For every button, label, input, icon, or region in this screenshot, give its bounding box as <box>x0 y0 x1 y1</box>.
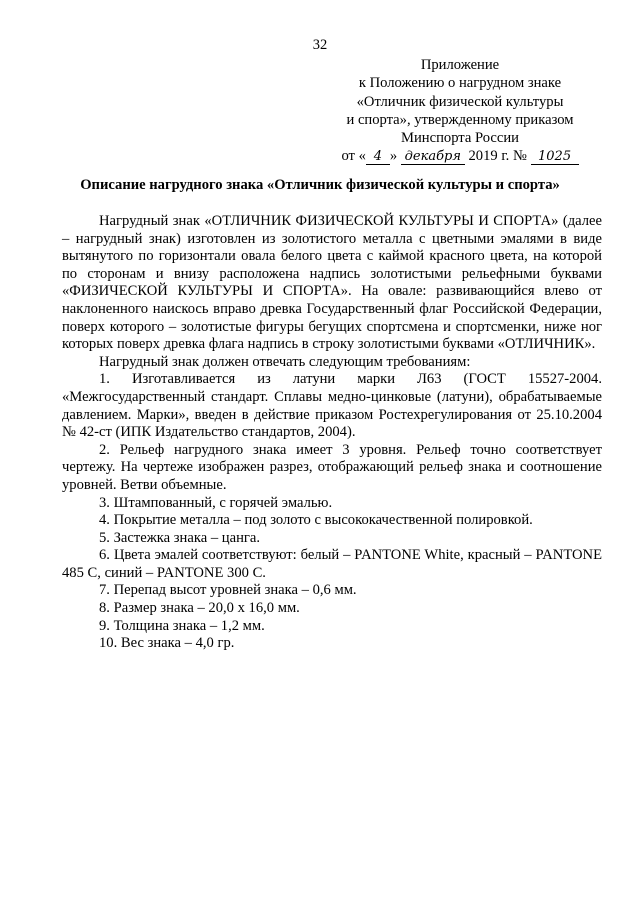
paragraph: 3. Штампованный, с горячей эмалью. <box>99 494 333 511</box>
handwritten-day: 4 <box>366 150 390 165</box>
year-label: 2019 г. № <box>468 148 527 165</box>
paragraph: Нагрудный знак «ОТЛИЧНИК ФИЗИЧЕСКОЙ КУЛЬТУРЫ И СПОРТА» (далее – нагрудный знак) изготовлен из золотистого металла с цветными эмалями в виде вытянутого по горизонтали овала белого цвета с каймой красного цвета, на которой по сторонам и внизу расположена надпись золотистыми рельефными буквами «ФИЗИЧЕСКОЙ КУЛЬТУРЫ И СПОРТА». На овале: развивающийся влево от наклоненного наискось вправо древка Государственный флаг Российской Федерации, поверх которого – золотистые фигуры бегущих спортсмена и спортсменки, ниже ног которых поверх древка флага надпись в строку золотистыми буквами «ОТЛИЧНИК». <box>62 213 602 353</box>
handwritten-month: декабря <box>401 150 465 165</box>
appendix-line-3: «Отличник физической культуры <box>356 93 564 110</box>
paragraph: 8. Размер знака – 20,0 х 16,0 мм. <box>99 600 300 617</box>
paragraph: Нагрудный знак должен отвечать следующим требованиям: <box>99 353 471 370</box>
paragraph: 2. Рельеф нагрудного знака имеет 3 уровня. Рельеф точно соответствует чертежу. На чертеже изображен разрез, отображающий рельеф знака и соотношение уровней. Ветви объемные. <box>62 441 602 493</box>
appendix-line-1: Приложение <box>420 57 500 73</box>
appendix-line-2: к Положению о нагрудном знаке <box>358 75 562 92</box>
handwritten-number: 1025 <box>531 150 579 165</box>
paragraph: 9. Толщина знака – 1,2 мм. <box>99 617 265 634</box>
appendix-block <box>330 56 590 166</box>
appendix-line-5: Минспорта России <box>401 130 519 147</box>
day-suffix: » <box>389 148 398 165</box>
paragraph: 6. Цвета эмалей соответствуют: белый – PANTONE White, красный – PANTONE 485 C, синий – PANTONE 300 C. <box>62 547 602 581</box>
date-prefix: от « <box>341 148 366 165</box>
document-title: Описание нагрудного знака «Отличник физической культуры и спорта» <box>80 177 560 193</box>
paragraph: 10. Вес знака – 4,0 гр. <box>99 635 235 652</box>
appendix-date-line <box>330 147 590 165</box>
paragraph: 7. Перепад высот уровней знака – 0,6 мм. <box>99 582 357 599</box>
page-number: 32 <box>312 37 328 53</box>
document-body <box>62 213 602 653</box>
paragraph: 1. Изготавливается из латуни марки Л63 (ГОСТ 15527-2004. «Межгосударственный стандарт. Сплавы медно-цинковые (латуни), обрабатываемые давлением. Марки», введен в действие приказом Ростехрегулирования от 25.10.2004 № 42-ст (ИПК Издательство стандартов, 2004). <box>62 371 602 441</box>
appendix-line-4: и спорта», утвержденному приказом <box>346 111 574 128</box>
paragraph: 5. Застежка знака – цанга. <box>99 529 260 546</box>
paragraph: 4. Покрытие металла – под золото с высококачественной полировкой. <box>99 512 533 529</box>
